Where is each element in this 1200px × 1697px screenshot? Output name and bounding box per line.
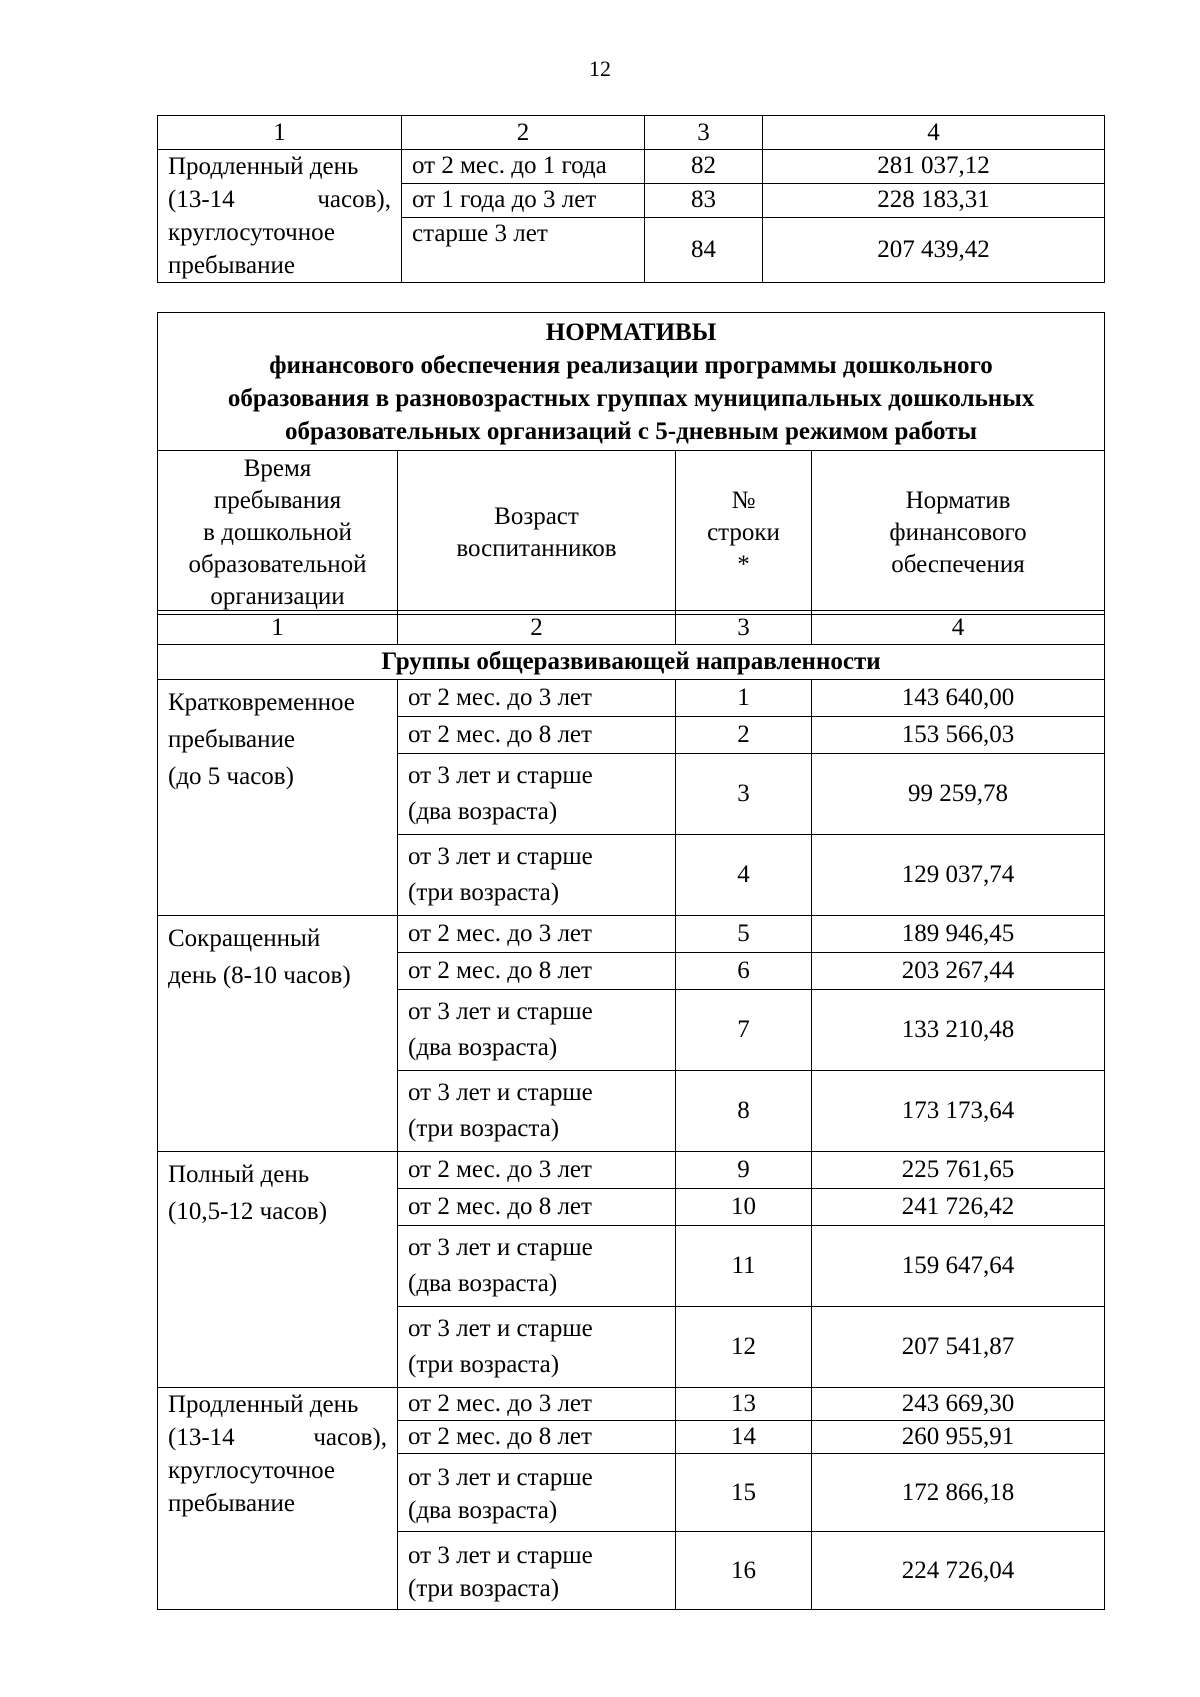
header-line: в дошкольной [203,518,352,546]
category-line: (до 5 часов) [168,763,294,790]
value-cell: 225 761,65 [812,1152,1105,1189]
age-line: (три возраста) [408,1351,560,1378]
category-line: круглосуточное [168,1457,335,1484]
header-line: * [737,550,750,578]
row-number-cell: 7 [676,990,812,1071]
age-cell: от 2 мес. до 3 лет [398,916,676,953]
category-cell [158,150,402,283]
header-line: воспитанников [456,534,617,562]
row-number-cell: 14 [676,1421,812,1454]
header-age-cell [398,451,676,615]
column-number: 4 [812,611,1105,645]
column-number-row [158,611,1105,645]
header-line: пребывания [213,486,342,514]
column-number: 1 [158,611,398,645]
row-number-cell: 13 [676,1388,812,1421]
age-line: (три возраста) [408,879,560,906]
value-cell: 243 669,30 [812,1388,1105,1421]
column-number: 1 [158,116,402,150]
age-cell: от 2 мес. до 1 года [402,150,645,184]
category-cell [158,916,398,1152]
row-number-cell: 2 [676,717,812,754]
age-cell: от 2 мес. до 3 лет [398,680,676,717]
category-word: (13-14 [168,186,235,213]
age-cell: от 2 мес. до 8 лет [398,953,676,990]
age-cell [398,1307,676,1388]
category-line: день (8-10 часов) [168,962,351,989]
column-number: 3 [645,116,763,150]
age-line: (три возраста) [408,1574,560,1602]
value-cell: 173 173,64 [812,1071,1105,1152]
value-cell: 241 726,42 [812,1189,1105,1226]
age-cell [398,1454,676,1532]
age-cell: от 2 мес. до 3 лет [398,1388,676,1421]
header-line: Возраст [494,502,579,530]
age-line: от 3 лет и старше [408,843,593,870]
row-number-cell: 3 [676,754,812,835]
age-line: от 3 лет и старше [408,1541,593,1569]
category-word: часов), [313,1424,387,1451]
category-cell [158,1152,398,1388]
column-number: 4 [763,116,1105,150]
normatives-title: НОРМАТИВЫ [545,319,717,346]
age-cell [398,1226,676,1307]
value-cell: 143 640,00 [812,680,1105,717]
page-number: 12 [589,56,611,81]
category-word: часов), [317,186,391,213]
table-row [158,916,1105,953]
category-line: круглосуточное [168,219,335,246]
header-num-cell [676,451,812,615]
age-cell: от 2 мес. до 3 лет [398,1152,676,1189]
normatives-title-cell [158,313,1105,451]
header-norm-cell [812,451,1105,615]
age-cell: от 2 мес. до 8 лет [398,1189,676,1226]
row-number-cell: 6 [676,953,812,990]
age-line: от 3 лет и старше [408,1079,593,1106]
age-line: (два возраста) [408,1034,558,1061]
column-header-row [158,451,1105,615]
age-line: от 3 лет и старше [408,1234,593,1261]
age-cell [398,835,676,916]
row-number-cell: 15 [676,1454,812,1532]
category-line: Продленный день [168,1391,359,1418]
header-line: Время [243,454,312,482]
group-title-row [158,645,1105,680]
category-word: (13-14 [168,1424,235,1451]
value-cell: 189 946,45 [812,916,1105,953]
category-line: пребывание [168,252,295,279]
age-cell [398,1071,676,1152]
column-number: 3 [676,611,812,645]
value-cell: 207 439,42 [763,217,1105,283]
header-line: Норматив [905,486,1011,514]
title-row [158,313,1105,451]
continuation-table [157,115,1105,283]
row-number-cell: 16 [676,1532,812,1610]
category-line: Продленный день [168,153,359,180]
value-cell: 228 183,31 [763,183,1105,217]
normatives-subtitle-line: финансового обеспечения реализации программы дошкольного [269,352,993,379]
age-line: от 3 лет и старше [408,762,593,789]
normatives-subtitle-line: образования в разновозрастных группах муниципальных дошкольных [227,385,1035,412]
header-line: финансового [889,518,1027,546]
column-number: 2 [402,116,645,150]
row-number-cell: 9 [676,1152,812,1189]
age-line: (два возраста) [408,798,558,825]
table-row [158,680,1105,717]
age-line: от 3 лет и старше [408,998,593,1025]
row-number-cell: 84 [645,217,763,283]
header-line: организации [210,582,345,610]
age-line: от 3 лет и старше [408,1315,593,1342]
column-number: 2 [398,611,676,645]
value-cell: 133 210,48 [812,990,1105,1071]
value-cell: 207 541,87 [812,1307,1105,1388]
table-row [158,1388,1105,1421]
table-row [158,1152,1105,1189]
value-cell: 159 647,64 [812,1226,1105,1307]
row-number-cell: 5 [676,916,812,953]
value-cell: 260 955,91 [812,1421,1105,1454]
category-cell [158,680,398,916]
category-line: пребывание [168,726,295,753]
normatives-header-table [157,312,1105,615]
normatives-subtitle-line: образовательных организаций с 5-дневным режимом работы [285,418,978,445]
value-cell: 203 267,44 [812,953,1105,990]
row-number-cell: 1 [676,680,812,717]
age-cell: от 2 мес. до 8 лет [398,717,676,754]
row-number-cell: 10 [676,1189,812,1226]
normatives-table [157,610,1105,1610]
value-cell: 224 726,04 [812,1532,1105,1610]
value-cell: 153 566,03 [812,717,1105,754]
age-cell: старше 3 лет [402,217,645,283]
row-number-cell: 83 [645,183,763,217]
header-line: строки [707,518,780,546]
row-number-cell: 12 [676,1307,812,1388]
group-title: Группы общеразвивающей направленности [158,645,1105,680]
value-cell: 281 037,12 [763,150,1105,184]
category-line [168,183,391,216]
category-line: Полный день [168,1161,310,1188]
age-cell [398,1532,676,1610]
value-cell: 172 866,18 [812,1454,1105,1532]
category-line: пребывание [168,1490,295,1517]
header-time-cell [158,451,398,615]
value-cell: 129 037,74 [812,835,1105,916]
age-cell [398,990,676,1071]
header-line: образовательной [188,550,367,578]
age-line: (два возраста) [408,1496,558,1524]
category-line [168,1421,387,1454]
age-line: (три возраста) [408,1115,560,1142]
column-number-row [158,116,1105,150]
age-line: (два возраста) [408,1270,558,1297]
header-line: № [731,486,756,514]
value-cell: 99 259,78 [812,754,1105,835]
row-number-cell: 11 [676,1226,812,1307]
age-line: от 3 лет и старше [408,1463,593,1491]
header-line: обеспечения [891,550,1025,578]
category-line: Кратковременное [168,689,355,716]
category-line: Сокращенный [168,925,321,952]
table-row [158,150,1105,184]
category-cell [158,1388,398,1610]
category-line: (10,5-12 часов) [168,1198,328,1225]
row-number-cell: 8 [676,1071,812,1152]
row-number-cell: 4 [676,835,812,916]
age-cell [398,754,676,835]
age-cell: от 1 года до 3 лет [402,183,645,217]
age-cell: от 2 мес. до 8 лет [398,1421,676,1454]
row-number-cell: 82 [645,150,763,184]
